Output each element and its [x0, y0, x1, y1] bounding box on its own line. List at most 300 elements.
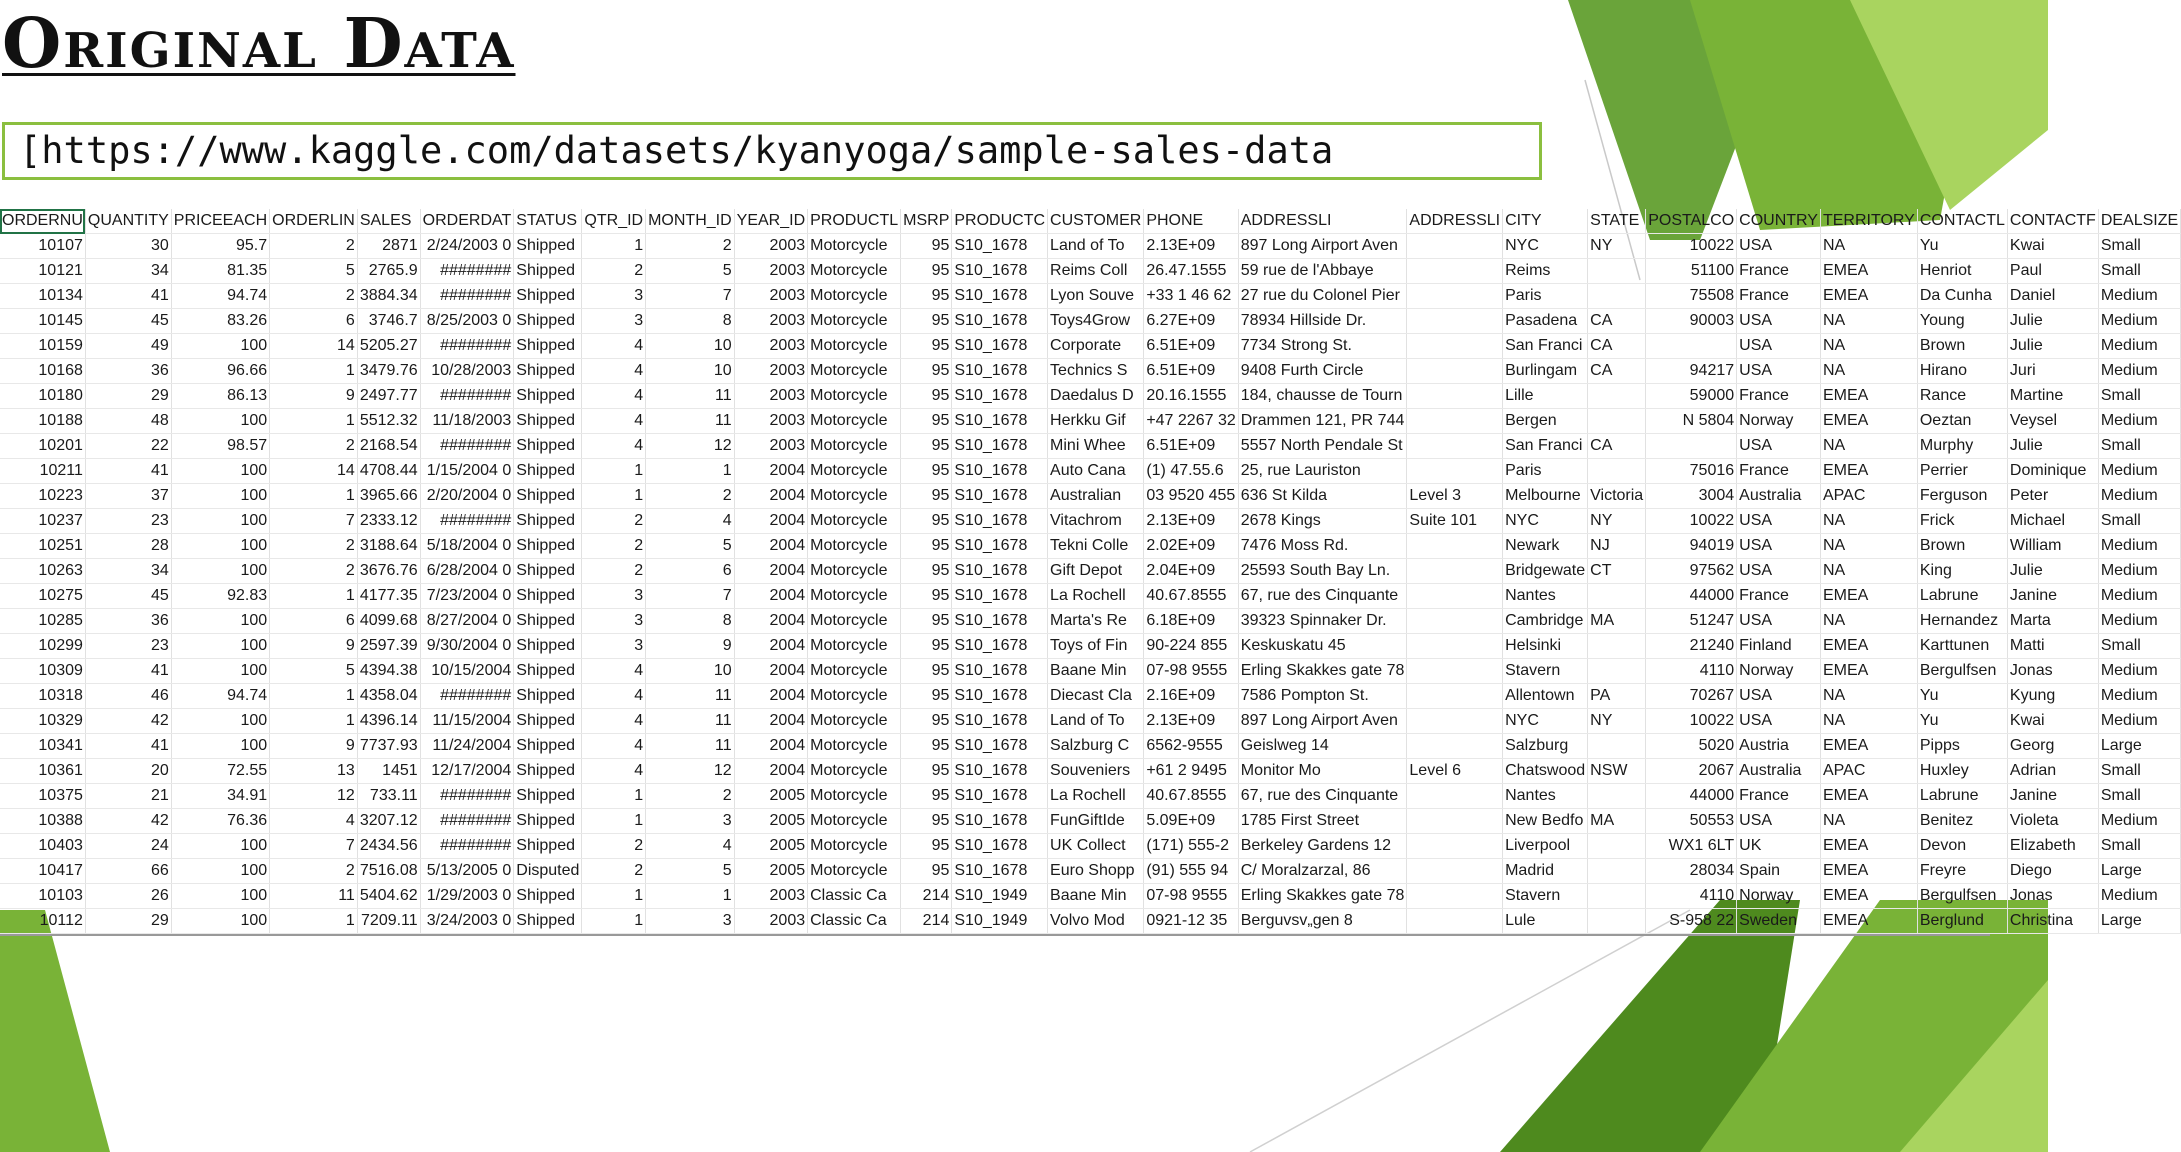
table-cell: EMEA: [1820, 409, 1917, 434]
table-cell: Shipped: [514, 434, 582, 459]
table-cell: Adrian: [2007, 759, 2098, 784]
table-cell: Baane Min: [1048, 659, 1144, 684]
table-cell: 94019: [1646, 534, 1737, 559]
table-cell: 100: [171, 709, 269, 734]
table-cell: [1588, 259, 1646, 284]
table-cell: 12/17/2004: [420, 759, 514, 784]
column-header: PRODUCTL: [808, 209, 901, 234]
table-cell: 1451: [357, 759, 420, 784]
table-cell: 2004: [734, 609, 807, 634]
table-cell: EMEA: [1820, 259, 1917, 284]
table-cell: S10_1678: [952, 784, 1048, 809]
table-cell: 95: [901, 234, 952, 259]
table-cell: Motorcycle: [808, 809, 901, 834]
table-cell: 1: [582, 809, 646, 834]
table-cell: S10_1678: [952, 284, 1048, 309]
table-body: [0, 234, 2181, 934]
table-cell: Marta's Re: [1048, 609, 1144, 634]
table-cell: 3207.12: [357, 809, 420, 834]
table-cell: EMEA: [1820, 659, 1917, 684]
table-cell: 20: [85, 759, 171, 784]
table-cell: [1407, 234, 1503, 259]
table-cell: [1407, 359, 1503, 384]
table-cell: 636 St Kilda: [1238, 484, 1407, 509]
table-cell: +33 1 46 62: [1144, 284, 1238, 309]
table-cell: 1: [582, 784, 646, 809]
table-cell: Yu: [1917, 684, 2007, 709]
table-cell: 2004: [734, 484, 807, 509]
table-cell: 25, rue Lauriston: [1238, 459, 1407, 484]
table-cell: 2: [270, 284, 358, 309]
column-header: SALES: [357, 209, 420, 234]
table-cell: 100: [171, 734, 269, 759]
table-cell: 95: [901, 409, 952, 434]
table-cell: New Bedfo: [1503, 809, 1588, 834]
table-cell: 4: [646, 509, 735, 534]
table-cell: 4: [582, 684, 646, 709]
table-cell: 34.91: [171, 784, 269, 809]
table-cell: Oeztan: [1917, 409, 2007, 434]
table-cell: Huxley: [1917, 759, 2007, 784]
table-cell: 41: [85, 659, 171, 684]
table-cell: 214: [901, 909, 952, 934]
table-cell: Drammen 121, PR 744: [1238, 409, 1407, 434]
table-cell: Brown: [1917, 534, 2007, 559]
table-cell: 2003: [734, 309, 807, 334]
table-cell: France: [1737, 284, 1821, 309]
table-cell: EMEA: [1820, 859, 1917, 884]
table-row: [0, 384, 2181, 409]
table-cell: EMEA: [1820, 284, 1917, 309]
table-cell: 3: [646, 909, 735, 934]
table-cell: Austria: [1737, 734, 1821, 759]
table-cell: Small: [2098, 384, 2180, 409]
table-row: [0, 284, 2181, 309]
table-cell: San Franci: [1503, 334, 1588, 359]
table-cell: 2005: [734, 809, 807, 834]
table-cell: France: [1737, 384, 1821, 409]
table-cell: 10388: [0, 809, 85, 834]
table-row: [0, 534, 2181, 559]
table-cell: Medium: [2098, 284, 2180, 309]
table-cell: 10112: [0, 909, 85, 934]
table-cell: 100: [171, 409, 269, 434]
table-cell: CA: [1588, 334, 1646, 359]
table-cell: [1407, 659, 1503, 684]
table-cell: 2004: [734, 759, 807, 784]
column-header: ORDERDAT: [420, 209, 514, 234]
table-cell: 95: [901, 384, 952, 409]
table-cell: 2003: [734, 259, 807, 284]
table-cell: 2005: [734, 784, 807, 809]
table-cell: Victoria: [1588, 484, 1646, 509]
table-cell: [1407, 709, 1503, 734]
table-cell: 46: [85, 684, 171, 709]
table-cell: [1407, 309, 1503, 334]
table-cell: Shipped: [514, 609, 582, 634]
table-cell: +61 2 9495: [1144, 759, 1238, 784]
table-cell: Shipped: [514, 909, 582, 934]
table-cell: USA: [1737, 709, 1821, 734]
table-cell: NYC: [1503, 509, 1588, 534]
table-cell: 1: [270, 909, 358, 934]
table-cell: Motorcycle: [808, 259, 901, 284]
table-cell: S-958 22: [1646, 909, 1737, 934]
table-cell: 3004: [1646, 484, 1737, 509]
table-cell: 5/13/2005 0: [420, 859, 514, 884]
table-cell: 28034: [1646, 859, 1737, 884]
column-header: CUSTOMER: [1048, 209, 1144, 234]
table-cell: 72.55: [171, 759, 269, 784]
table-row: [0, 609, 2181, 634]
table-cell: 2: [646, 484, 735, 509]
table-cell: [1407, 584, 1503, 609]
table-cell: S10_1949: [952, 909, 1048, 934]
table-cell: Shipped: [514, 384, 582, 409]
table-cell: 5: [646, 859, 735, 884]
table-cell: 2: [270, 559, 358, 584]
table-cell: 67, rue des Cinquante: [1238, 584, 1407, 609]
table-cell: 94217: [1646, 359, 1737, 384]
table-cell: C/ Moralzarzal, 86: [1238, 859, 1407, 884]
table-cell: 2: [582, 534, 646, 559]
table-cell: S10_1678: [952, 359, 1048, 384]
table-cell: 11: [646, 709, 735, 734]
table-cell: EMEA: [1820, 834, 1917, 859]
table-cell: Toys4Grow: [1048, 309, 1144, 334]
table-cell: +47 2267 32: [1144, 409, 1238, 434]
table-cell: 9: [270, 734, 358, 759]
table-cell: 21: [85, 784, 171, 809]
table-cell: 25593 South Bay Ln.: [1238, 559, 1407, 584]
table-cell: Burlingam: [1503, 359, 1588, 384]
table-cell: Motorcycle: [808, 509, 901, 534]
table-cell: [1588, 634, 1646, 659]
table-cell: 4708.44: [357, 459, 420, 484]
table-cell: 2497.77: [357, 384, 420, 409]
table-cell: 3: [582, 634, 646, 659]
table-cell: 4: [582, 384, 646, 409]
table-cell: NA: [1820, 234, 1917, 259]
table-cell: USA: [1737, 359, 1821, 384]
table-cell: Yu: [1917, 709, 2007, 734]
table-cell: 11: [270, 884, 358, 909]
table-cell: 21240: [1646, 634, 1737, 659]
table-cell: Motorcycle: [808, 734, 901, 759]
table-cell: 22: [85, 434, 171, 459]
table-cell: 70267: [1646, 684, 1737, 709]
table-cell: 4110: [1646, 884, 1737, 909]
table-cell: 7586 Pompton St.: [1238, 684, 1407, 709]
table-cell: Michael: [2007, 509, 2098, 534]
table-cell: 95: [901, 584, 952, 609]
table-cell: Medium: [2098, 309, 2180, 334]
table-cell: 4: [582, 659, 646, 684]
table-cell: Medium: [2098, 534, 2180, 559]
table-cell: 10107: [0, 234, 85, 259]
table-cell: 67, rue des Cinquante: [1238, 784, 1407, 809]
table-cell: Shipped: [514, 259, 582, 284]
table-cell: (171) 555-2: [1144, 834, 1238, 859]
table-cell: Cambridge: [1503, 609, 1588, 634]
table-cell: Corporate: [1048, 334, 1144, 359]
table-cell: 4: [646, 834, 735, 859]
table-cell: 03 9520 455: [1144, 484, 1238, 509]
table-cell: Shipped: [514, 509, 582, 534]
table-cell: Dominique: [2007, 459, 2098, 484]
table-cell: Madrid: [1503, 859, 1588, 884]
table-cell: NA: [1820, 334, 1917, 359]
table-cell: 2003: [734, 384, 807, 409]
table-cell: 10022: [1646, 234, 1737, 259]
table-cell: 2: [582, 559, 646, 584]
table-cell: Herkku Gif: [1048, 409, 1144, 434]
table-cell: Shipped: [514, 584, 582, 609]
table-cell: 100: [171, 609, 269, 634]
table-cell: Australia: [1737, 484, 1821, 509]
table-cell: 10201: [0, 434, 85, 459]
table-cell: Motorcycle: [808, 784, 901, 809]
table-cell: Rance: [1917, 384, 2007, 409]
table-row: [0, 434, 2181, 459]
table-cell: ########: [420, 384, 514, 409]
table-cell: 100: [171, 884, 269, 909]
table-cell: 07-98 9555: [1144, 884, 1238, 909]
table-cell: 11/18/2003: [420, 409, 514, 434]
table-cell: 2: [646, 234, 735, 259]
table-cell: 4: [582, 409, 646, 434]
table-cell: ########: [420, 809, 514, 834]
table-cell: Da Cunha: [1917, 284, 2007, 309]
table-cell: 95: [901, 434, 952, 459]
table-cell: Murphy: [1917, 434, 2007, 459]
table-cell: 100: [171, 484, 269, 509]
table-cell: La Rochell: [1048, 784, 1144, 809]
table-cell: Erling Skakkes gate 78: [1238, 884, 1407, 909]
table-cell: 6: [270, 309, 358, 334]
table-cell: 10134: [0, 284, 85, 309]
table-cell: EMEA: [1820, 784, 1917, 809]
table-cell: S10_1949: [952, 884, 1048, 909]
table-cell: Shipped: [514, 759, 582, 784]
table-cell: S10_1678: [952, 759, 1048, 784]
table-row: [0, 684, 2181, 709]
table-cell: Motorcycle: [808, 284, 901, 309]
table-cell: Hirano: [1917, 359, 2007, 384]
table-cell: 1: [582, 234, 646, 259]
table-cell: 4: [582, 709, 646, 734]
table-cell: Mini Whee: [1048, 434, 1144, 459]
table-cell: 4: [582, 759, 646, 784]
table-cell: S10_1678: [952, 559, 1048, 584]
table-cell: Lyon Souve: [1048, 284, 1144, 309]
table-cell: Shipped: [514, 634, 582, 659]
table-cell: 12: [646, 434, 735, 459]
table-cell: 4: [582, 434, 646, 459]
table-cell: 2: [270, 534, 358, 559]
table-cell: 3479.76: [357, 359, 420, 384]
table-cell: Pipps: [1917, 734, 2007, 759]
table-cell: 95: [901, 459, 952, 484]
table-cell: Brown: [1917, 334, 2007, 359]
table-cell: 2003: [734, 909, 807, 934]
table-cell: 100: [171, 909, 269, 934]
table-cell: 7737.93: [357, 734, 420, 759]
table-cell: 2004: [734, 634, 807, 659]
table-cell: 2333.12: [357, 509, 420, 534]
table-cell: Kwai: [2007, 709, 2098, 734]
table-cell: 10275: [0, 584, 85, 609]
table-cell: [1407, 609, 1503, 634]
table-cell: Baane Min: [1048, 884, 1144, 909]
table-cell: Elizabeth: [2007, 834, 2098, 859]
table-cell: 1/29/2003 0: [420, 884, 514, 909]
table-cell: 94.74: [171, 684, 269, 709]
table-cell: 95: [901, 659, 952, 684]
table-cell: 2003: [734, 434, 807, 459]
table-cell: Motorcycle: [808, 409, 901, 434]
column-header: CITY: [1503, 209, 1588, 234]
table-row: [0, 459, 2181, 484]
table-cell: [1407, 434, 1503, 459]
table-cell: APAC: [1820, 484, 1917, 509]
table-cell: 10: [646, 334, 735, 359]
table-cell: 29: [85, 384, 171, 409]
table-cell: 7: [646, 584, 735, 609]
table-cell: 95: [901, 684, 952, 709]
table-cell: 5205.27: [357, 334, 420, 359]
table-row: [0, 759, 2181, 784]
table-cell: CA: [1588, 309, 1646, 334]
table-cell: 81.35: [171, 259, 269, 284]
table-cell: 83.26: [171, 309, 269, 334]
table-cell: Labrune: [1917, 584, 2007, 609]
table-cell: S10_1678: [952, 459, 1048, 484]
column-header: PRICEEACH: [171, 209, 269, 234]
table-cell: 10341: [0, 734, 85, 759]
table-cell: 1: [582, 884, 646, 909]
table-cell: 4099.68: [357, 609, 420, 634]
table-cell: S10_1678: [952, 509, 1048, 534]
slide-title: Original Data: [2, 4, 516, 84]
table-cell: 23: [85, 509, 171, 534]
table-cell: S10_1678: [952, 709, 1048, 734]
table-row: [0, 859, 2181, 884]
table-cell: 3746.7: [357, 309, 420, 334]
table-cell: 7: [646, 284, 735, 309]
table-cell: EMEA: [1820, 884, 1917, 909]
table-cell: USA: [1737, 234, 1821, 259]
table-cell: 733.11: [357, 784, 420, 809]
table-cell: 897 Long Airport Aven: [1238, 234, 1407, 259]
table-cell: 2.13E+09: [1144, 709, 1238, 734]
table-cell: Nantes: [1503, 784, 1588, 809]
table-cell: 95: [901, 559, 952, 584]
table-cell: S10_1678: [952, 834, 1048, 859]
table-cell: 51247: [1646, 609, 1737, 634]
table-cell: 6: [646, 559, 735, 584]
table-header-row: [0, 209, 2181, 234]
table-cell: 42: [85, 809, 171, 834]
table-cell: 5: [646, 534, 735, 559]
table-cell: Shipped: [514, 809, 582, 834]
table-cell: [1588, 734, 1646, 759]
table-cell: 6.18E+09: [1144, 609, 1238, 634]
table-cell: NA: [1820, 684, 1917, 709]
table-row: [0, 784, 2181, 809]
table-cell: NA: [1820, 509, 1917, 534]
table-cell: Medium: [2098, 684, 2180, 709]
column-header: ADDRESSLI: [1238, 209, 1407, 234]
table-cell: Medium: [2098, 584, 2180, 609]
table-cell: 98.57: [171, 434, 269, 459]
table-cell: [1407, 334, 1503, 359]
table-cell: Ferguson: [1917, 484, 2007, 509]
table-cell: Young: [1917, 309, 2007, 334]
table-cell: 6.27E+09: [1144, 309, 1238, 334]
table-cell: S10_1678: [952, 484, 1048, 509]
table-cell: Motorcycle: [808, 459, 901, 484]
table-cell: 7516.08: [357, 859, 420, 884]
table-cell: 12: [270, 784, 358, 809]
table-cell: 10/28/2003: [420, 359, 514, 384]
table-cell: S10_1678: [952, 634, 1048, 659]
table-cell: Small: [2098, 634, 2180, 659]
column-header: QUANTITY: [85, 209, 171, 234]
table-cell: EMEA: [1820, 634, 1917, 659]
table-cell: [1588, 859, 1646, 884]
table-cell: 14: [270, 459, 358, 484]
table-cell: 3: [646, 809, 735, 834]
table-cell: 26.47.1555: [1144, 259, 1238, 284]
table-cell: 100: [171, 534, 269, 559]
table-cell: 5: [646, 259, 735, 284]
table-cell: Salzburg: [1503, 734, 1588, 759]
table-cell: PA: [1588, 684, 1646, 709]
table-cell: Level 6: [1407, 759, 1503, 784]
table-cell: 10263: [0, 559, 85, 584]
table-cell: Juri: [2007, 359, 2098, 384]
table-cell: 11: [646, 734, 735, 759]
table-cell: [1407, 809, 1503, 834]
table-cell: France: [1737, 259, 1821, 284]
column-header: MONTH_ID: [646, 209, 735, 234]
table-cell: Yu: [1917, 234, 2007, 259]
table-cell: 2.02E+09: [1144, 534, 1238, 559]
table-cell: 100: [171, 859, 269, 884]
table-cell: S10_1678: [952, 734, 1048, 759]
table-cell: Matti: [2007, 634, 2098, 659]
table-cell: 41: [85, 734, 171, 759]
table-cell: USA: [1737, 684, 1821, 709]
table-cell: 214: [901, 884, 952, 909]
table-cell: 5: [270, 659, 358, 684]
table-cell: 42: [85, 709, 171, 734]
table-cell: 51100: [1646, 259, 1737, 284]
table-cell: Christina: [2007, 909, 2098, 934]
table-cell: 95: [901, 509, 952, 534]
table-cell: Veysel: [2007, 409, 2098, 434]
table-cell: Motorcycle: [808, 684, 901, 709]
column-header: STATUS: [514, 209, 582, 234]
table-cell: 95: [901, 834, 952, 859]
table-cell: Motorcycle: [808, 434, 901, 459]
table-row: [0, 809, 2181, 834]
table-cell: 6: [270, 609, 358, 634]
table-cell: Stavern: [1503, 884, 1588, 909]
table-cell: 3188.64: [357, 534, 420, 559]
table-cell: Janine: [2007, 784, 2098, 809]
